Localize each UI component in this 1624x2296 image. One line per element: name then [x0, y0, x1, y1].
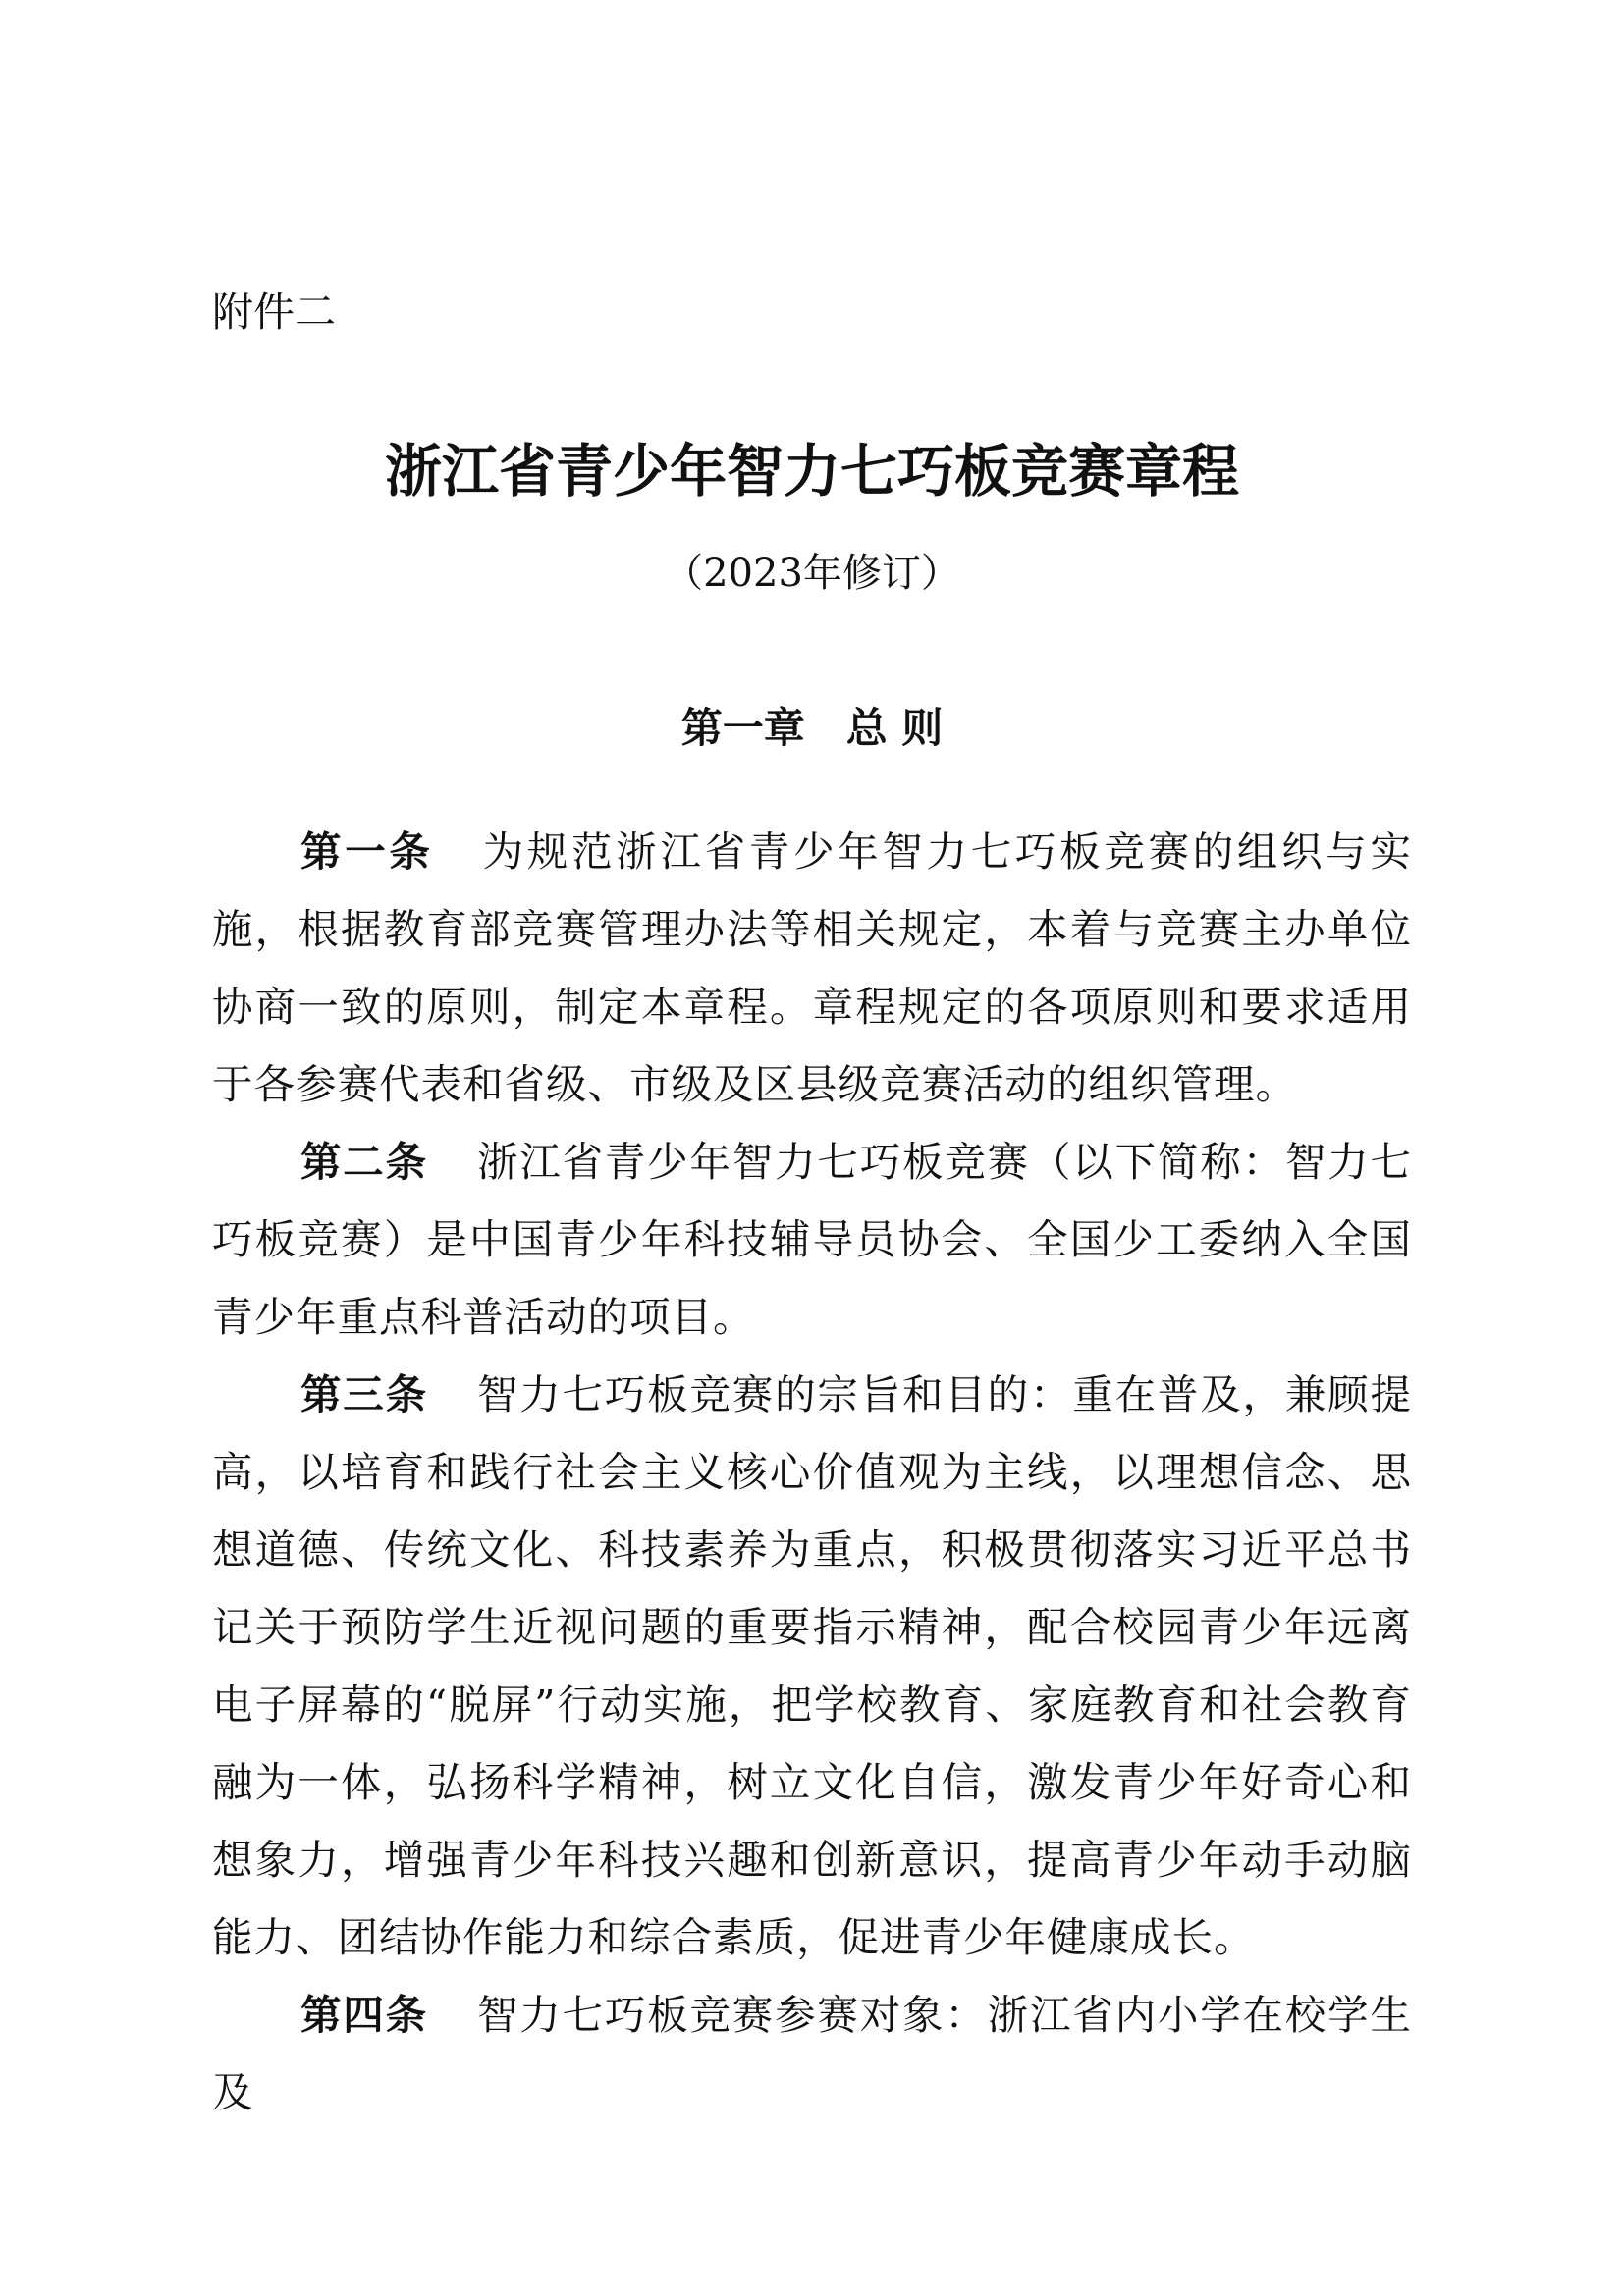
article-text: 智力七巧板竞赛的宗旨和目的：重在普及，兼顾提高，以培育和践行社会主义核心价值观为主线，以理想信念、思想道德、传统文化、科技素养为重点，积极贯彻落实习近平总书记关于预防学生近视问题的重要指示精神，配合校园青少年远离电子屏幕的“脱屏”行动实施，把学校教育、家庭教育和社会教育融为一体，弘扬科学精神，树立文化自信，激发青少年好奇心和想象力，增强青少年科技兴趣和创新意识，提高青少年动手动脑能力、团结协作能力和综合素质，促进青少年健康成长。	[212, 1369, 1412, 1961]
article-label: 第一条	[300, 827, 434, 876]
document-title: 浙江省青少年智力七巧板竞赛章程	[384, 438, 1239, 505]
article-3	[212, 1356, 1412, 1976]
article-4	[212, 1976, 1412, 2131]
article-1	[212, 813, 1412, 1123]
revision-note: （2023年修订）	[664, 551, 960, 596]
attachment-label: 附件二	[212, 288, 337, 336]
article-label: 第三条	[300, 1369, 428, 1418]
article-text: 浙江省青少年智力七巧板竞赛（以下简称：智力七巧板竞赛）是中国青少年科技辅导员协会、全国少工委纳入全国青少年重点科普活动的项目。	[212, 1137, 1412, 1341]
article-text: 智力七巧板竞赛参赛对象：浙江省内小学在校学生及	[212, 1990, 1412, 2116]
chapter-heading: 第一章 总 则	[680, 704, 944, 752]
article-2	[212, 1123, 1412, 1356]
article-text: 为规范浙江省青少年智力七巧板竞赛的组织与实施，根据教育部竞赛管理办法等相关规定，本着与竞赛主办单位协商一致的原则，制定本章程。章程规定的各项原则和要求适用于各参赛代表和省级、市级及区县级竞赛活动的组织管理。	[212, 827, 1412, 1108]
article-label: 第四条	[300, 1990, 428, 2039]
article-label: 第二条	[300, 1137, 428, 1186]
